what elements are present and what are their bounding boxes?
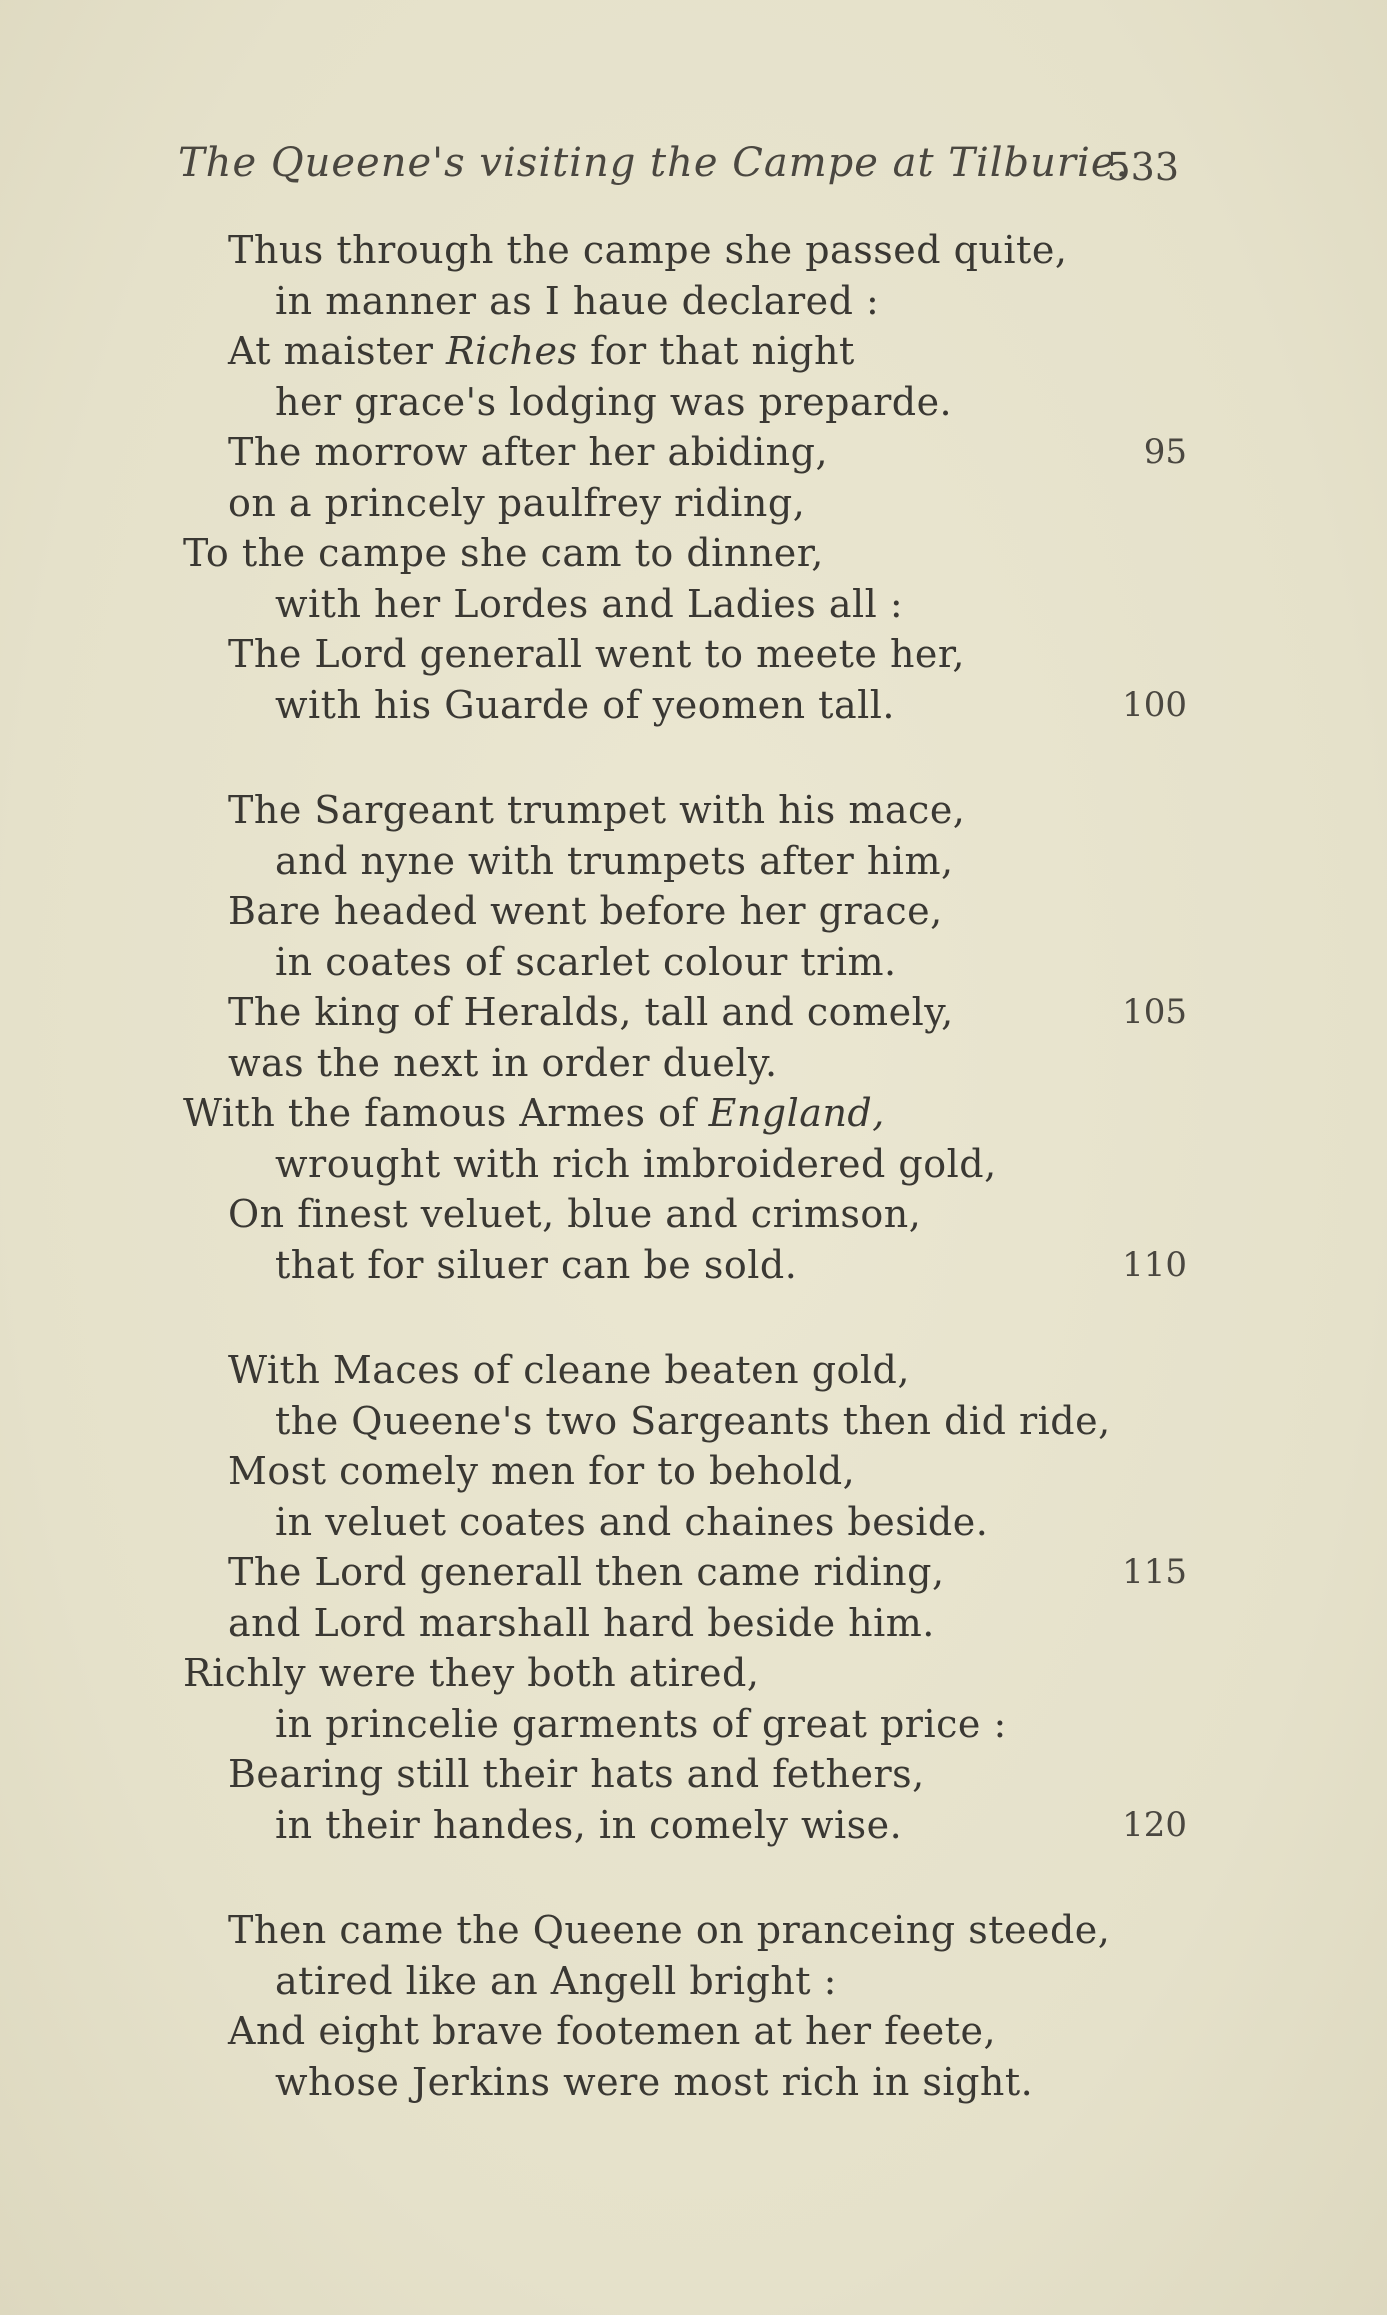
verse-line: Then came the Queene on pranceing steede, — [228, 1908, 1111, 1952]
verse-line: in manner as I haue declared : — [275, 278, 880, 323]
verse-line: Thus through the campe she passed quite, — [228, 228, 1068, 272]
verse-line: The Sargeant trumpet with his mace, — [228, 788, 966, 832]
verse-line: with her Lordes and Ladies all : — [275, 581, 904, 626]
verse-line: Bare headed went before her grace, — [228, 889, 943, 933]
verse-line: Most comely men for to behold, — [228, 1449, 856, 1493]
italic-name: Riches — [445, 329, 578, 373]
running-head — [178, 140, 1188, 200]
verse-line: The king of Heralds, tall and comely, — [228, 990, 954, 1034]
verse-line: in coates of scarlet colour trim. — [275, 939, 897, 984]
verse-line: The Lord generall went to meete her, — [228, 632, 965, 676]
verse-line: atired like an Angell bright : — [275, 1958, 837, 2003]
verse-line: On finest veluet, blue and crimson, — [228, 1192, 922, 1236]
verse-line: that for siluer can be sold. — [275, 1242, 798, 1287]
verse-line: in princelie garments of great price : — [275, 1701, 1007, 1746]
line-number: 115 — [1122, 1552, 1187, 1592]
verse-line: Richly were they both atired, — [183, 1651, 760, 1695]
line-number: 95 — [1143, 432, 1187, 472]
verse-line: whose Jerkins were most rich in sight. — [275, 2059, 1034, 2104]
verse-line: and nyne with trumpets after him, — [275, 838, 954, 883]
verse-line: And eight brave footemen at her feete, — [228, 2009, 997, 2053]
verse-line: in their handes, in comely wise. — [275, 1802, 903, 1847]
verse-line: the Queene's two Sargeants then did ride, — [275, 1398, 1111, 1443]
verse-line: and Lord marshall hard beside him. — [228, 1600, 935, 1645]
line-number: 105 — [1122, 992, 1187, 1032]
verse-line: with his Guarde of yeomen tall. — [275, 682, 895, 727]
verse-line: With Maces of cleane beaten gold, — [228, 1348, 910, 1392]
verse-line: The morrow after her abiding, — [228, 430, 829, 474]
page-number: 533 — [1106, 145, 1179, 189]
line-number: 100 — [1122, 684, 1187, 725]
verse-line: was the next in order duely. — [228, 1040, 778, 1085]
verse-line: wrought with rich imbroidered gold, — [275, 1141, 997, 1186]
verse-line: in veluet coates and chaines beside. — [275, 1499, 989, 1544]
line-number: 120 — [1122, 1804, 1187, 1845]
verse-line: on a princely paulfrey riding, — [228, 480, 806, 525]
verse-line: Bearing still their hats and fethers, — [228, 1752, 925, 1796]
line-number: 110 — [1122, 1244, 1187, 1285]
italic-name: England, — [708, 1091, 885, 1135]
verse-line: The Lord generall then came riding, — [228, 1550, 945, 1594]
verse-line: At maister Riches for that night — [228, 329, 855, 373]
running-head-title: The Queene's visiting the Campe at Tilburie. — [178, 140, 1130, 186]
verse-line: With the famous Armes of England, — [183, 1091, 885, 1135]
verse-line: To the campe she cam to dinner, — [183, 531, 824, 575]
verse-line: her grace's lodging was preparde. — [275, 379, 953, 424]
